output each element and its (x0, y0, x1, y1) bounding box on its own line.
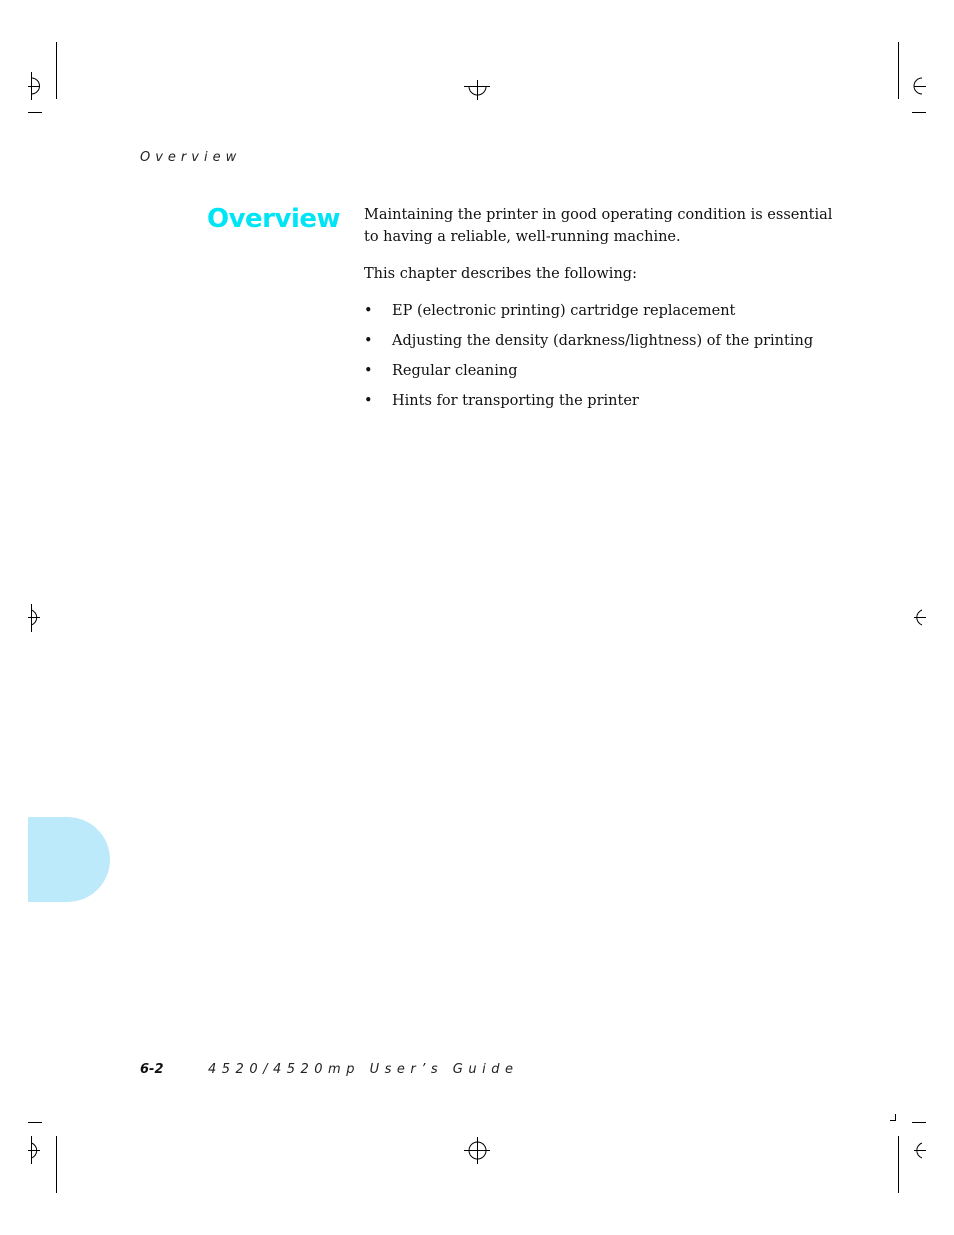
list-item-text: EP (electronic printing) cartridge replacement (392, 303, 736, 319)
page-number: 6-2 (140, 1062, 164, 1077)
lead-in-paragraph: This chapter describes the following: (364, 266, 637, 282)
bullet-glyph: • (364, 393, 373, 409)
list-item (364, 361, 844, 381)
running-head: Overview (140, 150, 242, 165)
list-item (364, 331, 844, 351)
guide-title: 4520/4520mp User’s Guide (208, 1062, 519, 1077)
bullet-glyph: • (364, 333, 373, 349)
list-item (364, 301, 844, 321)
bullet-glyph: • (364, 303, 373, 319)
list-item (364, 391, 844, 411)
intro-paragraph: Maintaining the printer in good operating condition is essential to having a reliable, well-running machine. (364, 207, 833, 245)
chapter-tab (28, 817, 110, 902)
bullet-list (364, 301, 844, 421)
list-item-text: Hints for transporting the printer (392, 393, 639, 409)
section-title: Overview (207, 204, 341, 234)
list-item-text: Adjusting the density (darkness/lightness) of the printing (392, 333, 814, 349)
bullet-glyph: • (364, 363, 373, 379)
list-item-text: Regular cleaning (392, 363, 518, 379)
